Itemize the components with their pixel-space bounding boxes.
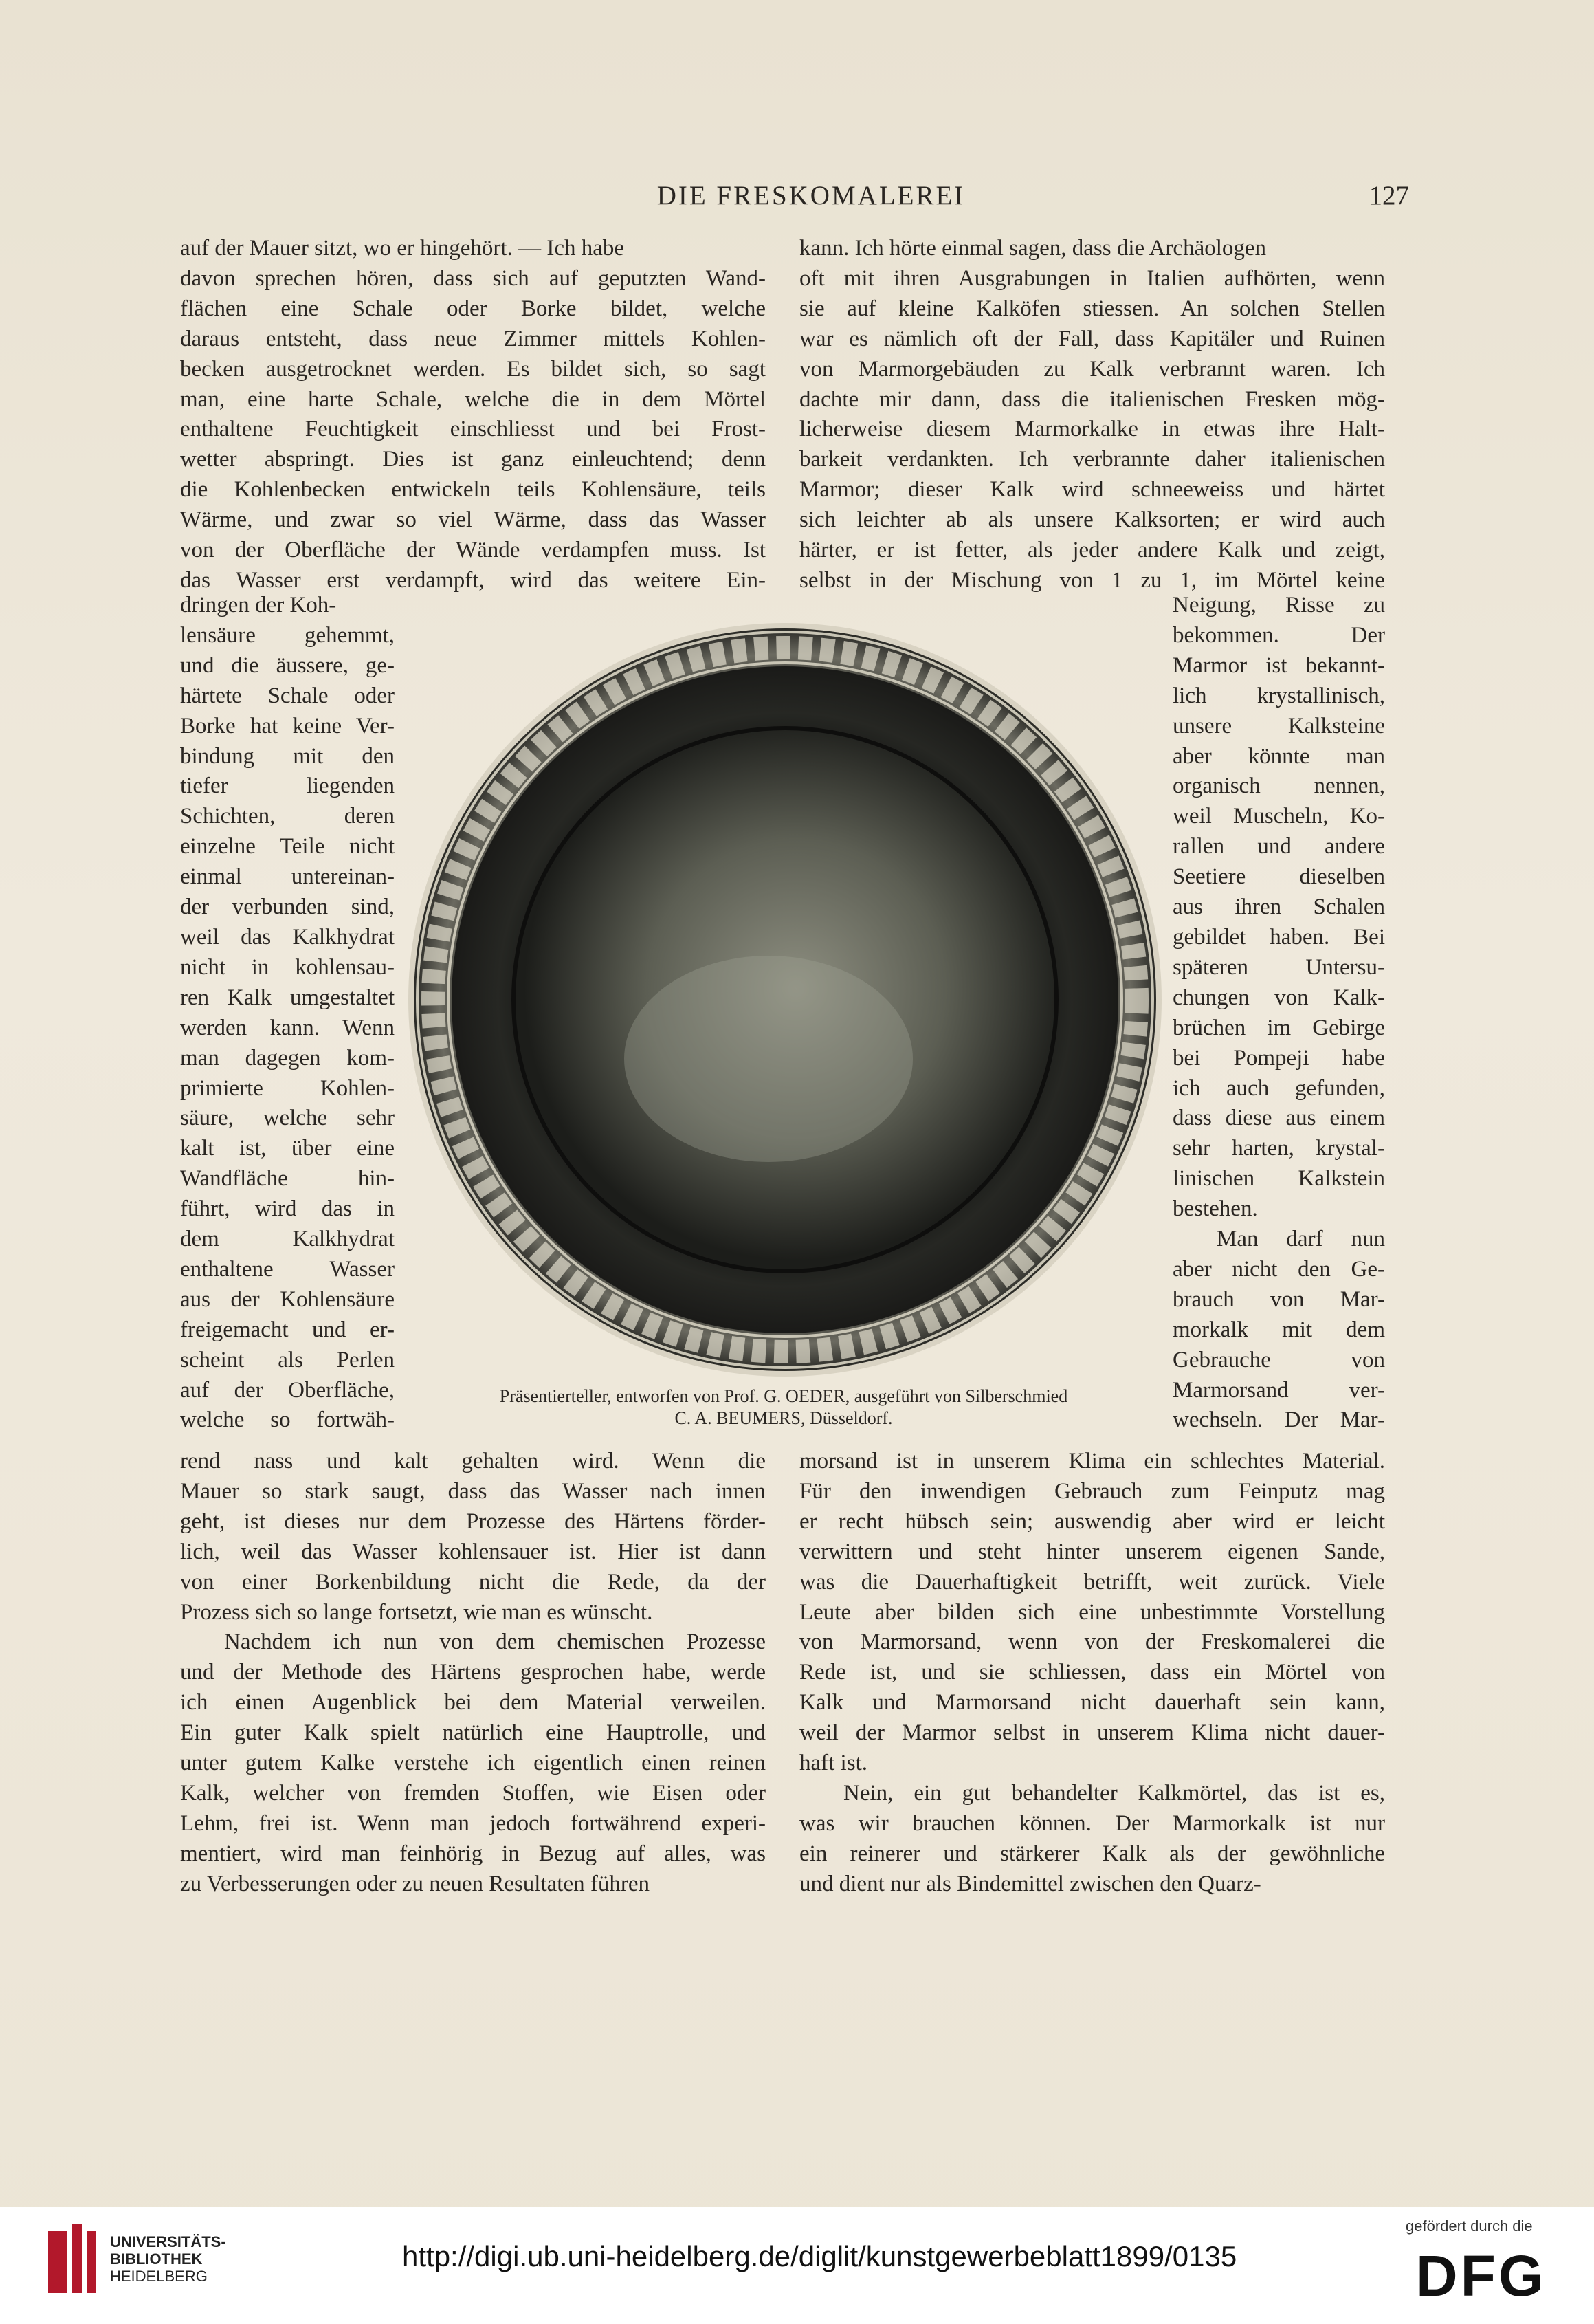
text-line: Rede ist, und sie schliessen, dass ein Mörtel von xyxy=(799,1660,1385,1685)
text-line: geht, ist dieses nur dem Prozesse des Härtens förder- xyxy=(180,1509,766,1534)
text-line: aus der Kohlensäure xyxy=(180,1286,395,1312)
text-line: davon sprechen hören, dass sich auf geputzten Wand- xyxy=(180,265,766,291)
text-line: Lehm, frei ist. Wenn man jedoch fortwährend experi- xyxy=(180,1810,766,1836)
permalink-url[interactable]: http://digi.ub.uni-heidelberg.de/diglit/kunstgewerbeblatt1899/0135 xyxy=(402,2240,1237,2272)
text-line: bestehen. xyxy=(1173,1196,1258,1222)
text-line: Kalk, welcher von fremden Stoffen, wie Eisen oder xyxy=(180,1780,766,1806)
left-column-bottom xyxy=(180,1447,766,1900)
text-line: von einer Borkenbildung nicht die Rede, da der xyxy=(180,1569,766,1594)
text-line: ich auch gefunden, xyxy=(1173,1075,1385,1101)
sponsor-label: gefördert durch die xyxy=(1406,2217,1533,2235)
text-line: kann. Ich hörte einmal sagen, dass die Archäologen xyxy=(799,236,1267,261)
text-line: bekommen. Der xyxy=(1173,622,1385,648)
text-line: führt, wird das in xyxy=(180,1196,395,1222)
text-line: organisch nennen, xyxy=(1173,774,1385,799)
text-line: Wandfläche hin- xyxy=(180,1166,395,1192)
text-line: und der Methode des Härtens gesprochen habe, werde xyxy=(180,1660,766,1685)
text-line: mentiert, wird man feinhörig in Bezug auf alles, was xyxy=(180,1841,766,1866)
text-line: und dient nur als Bindemittel zwischen den Quarz- xyxy=(799,1871,1261,1896)
library-name-line-3: HEIDELBERG xyxy=(110,2268,208,2285)
text-line: von Marmorgebäuden zu Kalk verbrannt waren. Ich xyxy=(799,356,1385,382)
text-line: dass diese aus einem xyxy=(1173,1106,1385,1131)
left-column-wrap xyxy=(180,591,395,1436)
text-line: Schichten, deren xyxy=(180,804,395,829)
text-line: gebildet haben. Bei xyxy=(1173,924,1385,950)
text-line: wetter abspringt. Dies ist ganz einleuchtend; denn xyxy=(180,447,766,472)
text-line: einzelne Teile nicht xyxy=(180,834,395,859)
text-line: lich krystallinisch, xyxy=(1173,683,1385,708)
text-line: was wir brauchen können. Der Marmorkalk ist nur xyxy=(799,1810,1385,1836)
text-line: säure, welche sehr xyxy=(180,1106,395,1131)
text-line: lich, weil das Wasser kohlensauer ist. Hier ist dann xyxy=(180,1539,766,1564)
text-line: Gebrauche von xyxy=(1173,1347,1385,1372)
text-line: enthaltene Feuchtigkeit einschliesst und bei Frost- xyxy=(180,417,766,442)
text-line: von Marmorsand, wenn von der Freskomalerei die xyxy=(799,1630,1385,1655)
right-column-wrap xyxy=(1173,591,1385,1436)
text-line: verwittern und steht hinter unserem eigenen Sande, xyxy=(799,1539,1385,1564)
text-line: primierte Kohlen- xyxy=(180,1075,395,1101)
text-line: aus ihren Schalen xyxy=(1173,895,1385,920)
text-line: er recht hübsch sein; auswendig aber wird er leicht xyxy=(799,1509,1385,1534)
text-line: dringen der Koh- xyxy=(180,593,337,617)
text-line: bei Pompeji habe xyxy=(1173,1045,1385,1071)
text-line: zu Verbesserungen oder zu neuen Resultaten führen xyxy=(180,1871,650,1896)
text-line: Leute aber bilden sich eine unbestimmte Vorstellung xyxy=(799,1599,1385,1625)
right-column-bottom xyxy=(799,1447,1385,1900)
text-line: weil Muscheln, Ko- xyxy=(1173,804,1385,829)
text-line: Marmor; dieser Kalk wird schneeweiss und härtet xyxy=(799,477,1385,503)
text-line: selbst in der Mischung von 1 zu 1, im Mörtel keine xyxy=(799,567,1385,593)
text-line: die Kohlenbecken entwickeln teils Kohlensäure, teils xyxy=(180,477,766,503)
text-line: nicht in kohlensau- xyxy=(180,954,395,980)
text-line: Borke hat keine Ver- xyxy=(180,713,395,738)
text-line: und die äussere, ge- xyxy=(180,653,395,678)
text-line: weil der Marmor selbst in unserem Klima nicht dauer- xyxy=(799,1720,1385,1746)
text-line: lensäure gehemmt, xyxy=(180,622,395,648)
library-name xyxy=(110,2233,226,2285)
text-line: dem Kalkhydrat xyxy=(180,1227,395,1252)
text-line: tiefer liegenden xyxy=(180,774,395,799)
text-line: Kalk und Marmorsand nicht dauerhaft sein kann, xyxy=(799,1690,1385,1715)
text-line: linischen Kalkstein xyxy=(1173,1166,1385,1192)
text-line: kalt ist, über eine xyxy=(180,1136,395,1161)
text-line: wechseln. Der Mar- xyxy=(1173,1407,1385,1433)
text-line: dachte mir dann, dass die italienischen Fresken mög- xyxy=(799,386,1385,412)
text-line: Seetiere dieselben xyxy=(1173,864,1385,890)
text-line: chungen von Kalk- xyxy=(1173,985,1385,1010)
university-library-logo-icon xyxy=(41,2217,103,2300)
text-line: barkeit verdankten. Ich verbrannte daher italienischen xyxy=(799,447,1385,472)
text-line: becken ausgetrocknet werden. Es bildet sich, so sagt xyxy=(180,356,766,382)
text-line: weil das Kalkhydrat xyxy=(180,924,395,950)
text-line: Mauer so stark saugt, dass das Wasser nach innen xyxy=(180,1478,766,1504)
text-line: oft mit ihren Ausgrabungen in Italien aufhörten, wenn xyxy=(799,265,1385,291)
text-line: freigemacht und er- xyxy=(180,1317,395,1342)
text-line: Nein, ein gut behandelter Kalkmörtel, das ist es, xyxy=(843,1780,1385,1806)
text-line: morsand ist in unserem Klima ein schlechtes Material. xyxy=(799,1449,1385,1473)
text-line: ein reinerer und stärkerer Kalk als der gewöhnliche xyxy=(799,1841,1385,1866)
text-line: bindung mit den xyxy=(180,743,395,769)
text-line: auf der Mauer sitzt, wo er hingehört. — Ich habe xyxy=(180,236,625,261)
text-line: aber nicht den Ge- xyxy=(1173,1256,1385,1282)
text-line: was die Dauerhaftigkeit betrifft, weit zurück. Viele xyxy=(799,1569,1385,1594)
text-line: haft ist. xyxy=(799,1751,867,1776)
text-line: morkalk mit dem xyxy=(1173,1317,1385,1342)
text-line: das Wasser erst verdampft, wird das weitere Ein- xyxy=(180,567,766,593)
caption-line-1: Präsentierteller, entworfen von Prof. G. OEDER, ausgeführt von Silberschmied xyxy=(499,1386,1068,1406)
text-line: sehr harten, krystal- xyxy=(1173,1136,1385,1161)
text-line: härtete Schale oder xyxy=(180,683,395,708)
text-line: späteren Untersu- xyxy=(1173,954,1385,980)
text-line: welche so fortwäh- xyxy=(180,1407,395,1433)
text-line: Neigung, Risse zu xyxy=(1173,593,1385,617)
text-line: man, eine harte Schale, welche die in dem Mörtel xyxy=(180,386,766,412)
text-line: ren Kalk umgestaltet xyxy=(180,985,395,1010)
library-name-line-2: BIBLIOTHEK xyxy=(110,2250,203,2268)
text-line: unter gutem Kalke verstehe ich eigentlich einen reinen xyxy=(180,1751,766,1776)
text-line: einmal untereinan- xyxy=(180,864,395,890)
text-line: ich einen Augenblick bei dem Material verweilen. xyxy=(180,1690,766,1715)
text-line: Ein guter Kalk spielt natürlich eine Hauptrolle, und xyxy=(180,1720,766,1746)
library-name-line-1: UNIVERSITÄTS- xyxy=(110,2233,226,2250)
text-line: Nachdem ich nun von dem chemischen Prozesse xyxy=(224,1630,766,1655)
text-line: sie auf kleine Kalköfen stiessen. An solchen Stellen xyxy=(799,296,1385,321)
text-line: scheint als Perlen xyxy=(180,1347,395,1372)
text-line: brauch von Mar- xyxy=(1173,1286,1385,1312)
text-line: auf der Oberfläche, xyxy=(180,1377,395,1403)
left-column-top xyxy=(180,234,766,596)
text-line: unsere Kalksteine xyxy=(1173,713,1385,738)
text-line: werden kann. Wenn xyxy=(180,1015,395,1040)
text-line: Prozess sich so lange fortsetzt, wie man es wünscht. xyxy=(180,1599,653,1625)
text-line: Marmor ist bekannt- xyxy=(1173,653,1385,678)
text-line: licherweise diesem Marmorkalke in etwas ihre Halt- xyxy=(799,417,1385,442)
caption-line-2: C. A. BEUMERS, Düsseldorf. xyxy=(674,1408,893,1428)
text-line: Marmorsand ver- xyxy=(1173,1377,1385,1403)
text-line: Für den inwendigen Gebrauch zum Feinputz mag xyxy=(799,1478,1385,1504)
text-line: aber könnte man xyxy=(1173,743,1385,769)
text-line: daraus entsteht, dass neue Zimmer mittels Kohlen- xyxy=(180,326,766,351)
figure-caption xyxy=(440,1385,1127,1429)
text-line: flächen eine Schale oder Borke bildet, welche xyxy=(180,296,766,321)
right-column-top xyxy=(799,234,1385,596)
text-line: der verbunden sind, xyxy=(180,895,395,920)
page-number: 127 xyxy=(1369,181,1409,210)
text-line: sich leichter ab als unsere Kalksorten; er wird auch xyxy=(799,507,1385,533)
text-line: härter, er ist fetter, als jeder andere Kalk und zeigt, xyxy=(799,538,1385,563)
text-line: brüchen im Gebirge xyxy=(1173,1015,1385,1040)
text-line: enthaltene Wasser xyxy=(180,1256,395,1282)
text-line: rallen und andere xyxy=(1173,834,1385,859)
text-line: Wärme, und zwar so viel Wärme, dass das Wasser xyxy=(180,507,766,533)
text-line: von der Oberfläche der Wände verdampfen muss. Ist xyxy=(180,538,766,563)
plate-illustration xyxy=(404,619,1166,1381)
running-title: DIE FRESKOMALEREI xyxy=(656,181,966,210)
text-line: rend nass und kalt gehalten wird. Wenn die xyxy=(180,1449,766,1473)
dfg-logo-icon: DFG xyxy=(1416,2244,1547,2308)
text-line: Man darf nun xyxy=(1217,1227,1385,1252)
text-line: man dagegen kom- xyxy=(180,1045,395,1071)
text-line: war es nämlich oft der Fall, dass Kapitäler und Ruinen xyxy=(799,326,1385,351)
